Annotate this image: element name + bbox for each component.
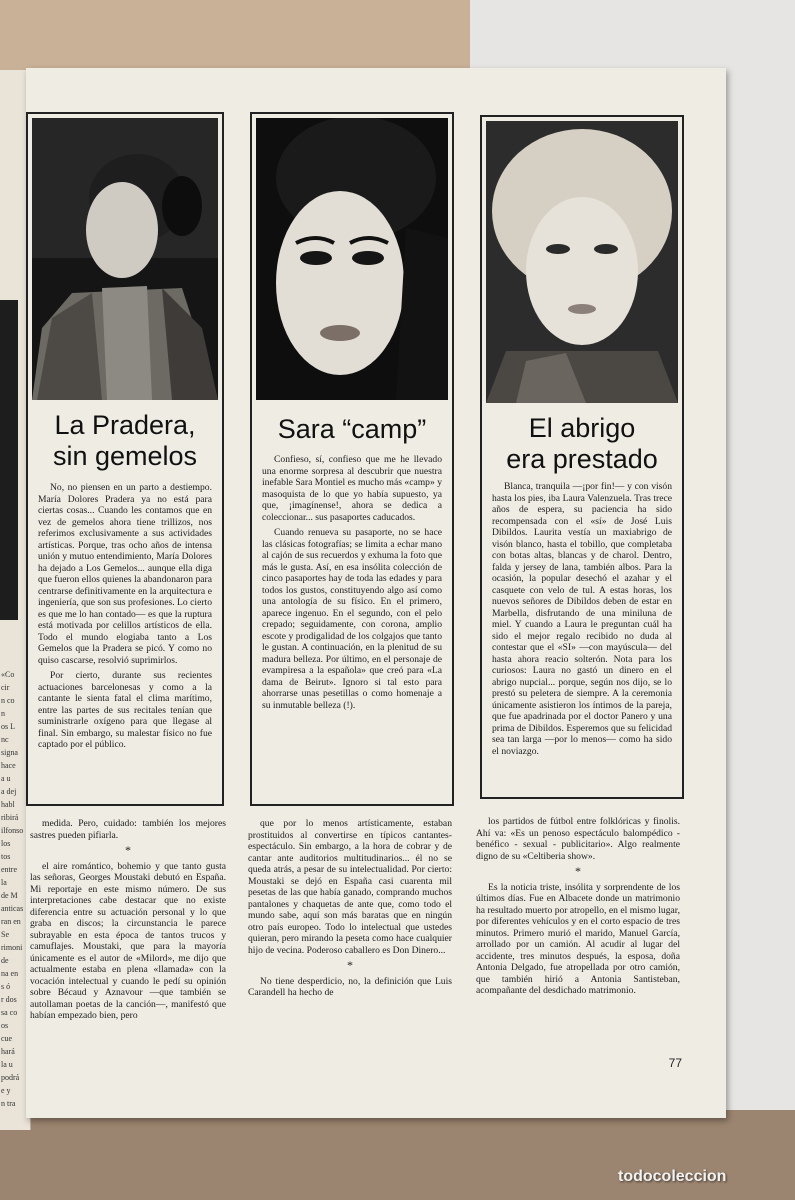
previous-page-text-fragment: anticas (1, 904, 24, 913)
previous-page-text-fragment: os (1, 1021, 9, 1030)
previous-page-text-fragment: hará (1, 1047, 15, 1056)
previous-page-text-fragment: tos (1, 852, 11, 861)
previous-page-text-fragment: podrá (1, 1073, 20, 1082)
previous-page-text-fragment: signa (1, 748, 18, 757)
previous-page-text-fragment: los (1, 839, 11, 848)
article-body-el-abrigo (492, 481, 672, 791)
lower-column-2 (248, 818, 452, 1063)
paragraph: Blanca, tranquila —¡por fin!— y con visón hasta los pies, iba Laura Valenzuela. Tras trece años de espera, su paciencia ha sido recompensada con el «sí» de José Luis Dibildos. Laurita vestía un maxiabrigo de visón blanco, hasta el tobillo, que completaba con botas altas, blancas y de charol. Dentro, falda y jersey de lana, también albos. Para la ocasión, la popular desechó el azahar y el casquete con velo de tul. A estas horas, los nuevos señores de Dibildos deben de estar en Marbella, disfrutando de una miniluna de miel. Y cuando a Laura le preguntan cuál ha sido el mejor regalo recibido no duda al contestar que el «SI» —con mayúscula— del hasta ahora reacio solterón. Nota para los curiosos: Laura no gastó un dinero en el abrigo nupcial... porque, según nos dijo, se lo prestó su peletera de siempre. A la ceremonia únicamente asistieron los íntimos de la pareja, que fue apadrinada por el doctor Panero y una prima de Dibildos. Esperemos que su felicidad sea tan larga —por lo menos— como ha sido el noviazgo. (492, 481, 672, 757)
previous-page-text-fragment: a dej (1, 787, 17, 796)
paragraph: los partidos de fútbol entre folklóricas y finolis. Ahí va: «Es un penoso espectáculo balompédico - benéfico - sexual - publicitario». Algo realmente digno de su «Celtiberia show». (476, 816, 680, 862)
previous-page-text-fragment: entre (1, 865, 17, 874)
previous-page-text-fragment: ran en (1, 917, 21, 926)
lower-column-3 (476, 816, 680, 1046)
previous-page-text-fragment: e y (1, 1086, 11, 1095)
column-el-abrigo (480, 115, 684, 799)
paragraph: No tiene desperdicio, no, la definición que Luis Carandell ha hecho de (248, 975, 452, 998)
paragraph: Es la noticia triste, insólita y sorprendente de los últimos días. Fue en Albacete donde un matrimonio ha resultado muerto por atropello, en el mismo lugar, por diferentes vehículos y en el corto espacio de tres minutos. Primero murió el marido, Manuel García, arrollado por un camión. Al acudir al lugar del accidente, tres minutos después, la esposa, doña Antonia Delgado, fue atropellada por otro camión, que también hirió a Antonia Santisteban, acompañante del desdichado matrimonio. (476, 881, 680, 996)
previous-page-text-fragment: r dos (1, 995, 17, 1004)
previous-page-text-fragment: os L (1, 722, 15, 731)
previous-page-text-fragment: de M (1, 891, 18, 900)
previous-page-photo-strip (0, 300, 18, 620)
photo-maria-dolores-pradera (32, 118, 218, 400)
paragraph: Confieso, sí, confieso que me he llevado una enorme sorpresa al descubrir que nuestra inefable Sara Montiel es mucho más «camp» y masoquista de lo que yo había supuesto, ya que, ¡imagínense!, ahora se dedica a coleccionar... sus pasaportes caducados. (262, 454, 442, 523)
magazine-page (26, 68, 726, 1118)
paragraph: No, no piensen en un parto a destiempo. María Dolores Pradera ya no está para ciertas cosas... Cuando les contamos que en vez de gemelos ahora tiene trillizos, nos referimos exclusivamente a sus actividades artísticas. Porque, tras ocho años de intensa unión y mutuo entendimiento, María Dolores ha dejado a Los Gemelos... aunque ella diga que fueron ellos quienes la abandonaron para centrarse definitivamente en la arquitectura e ingeniería, que son sus profesiones. Lo cierto es que me lo han contado— es que la ruptura está motivada por celillos artísticos de ella. Todo el mundo elogiaba tanto a Los Gemelos que la Pradera se picó. Y como no quiso cascarse, resolvió suprimirlos. (38, 482, 212, 666)
previous-page-text-fragment: habl (1, 800, 15, 809)
headline-line-2: sin gemelos (52, 441, 198, 471)
previous-page-text-fragment: cue (1, 1034, 13, 1043)
paragraph: Por cierto, durante sus recientes actuaciones barcelonesas y como a la cantante le sienta fatal el clima marítimo, entre las partes de sus recitales tenían que suministrarle oxígeno para que llegase al final. Sin embargo, su malestar físico no fue captado por el público. (38, 670, 212, 750)
paragraph: Cuando renueva su pasaporte, no se hace las clásicas fotografías; se limita a echar mano al cajón de sus recuerdos y exhuma la foto que más le gusta. Así, en esa insólita colección de cinco pasaportes hay de toda las edades y para todos los gustos, constituyendo algo así como una antología de su físico. En el primero, aparece ingenuo. En el segundo, con el pelo crepado; seguidamente, con corona, amplio escote y prodigalidad de los colgajos que tanto le gustan. A continuación, en la plenitud de su madura belleza. Por último, en el personaje de evampiresa a la española» que creó para «La dama de Beirut». Ignoro si tal esto para ahorrarse unas pesetillas o como homenaje a su inmutable belleza (!). (262, 527, 442, 711)
column-sara-camp (250, 112, 454, 806)
previous-page-text-fragment: ilfonso (1, 826, 24, 835)
article-body-sara-camp (262, 454, 442, 796)
paragraph: medida. Pero, cuidado: también los mejores sastres pueden pifiarla. (30, 818, 226, 841)
previous-page-text-fragment: sa co (1, 1008, 18, 1017)
paragraph: que por lo menos artísticamente, estaban prostituidos al convertirse en típicos cantantes-espectáculo. Sin embargo, a la hora de cobrar y de cantar ante auditorios multitudinarios... él no se queda atrás, a pesar de su intelectualidad. Por cierto: Moustaki se dejó en España casi cuarenta mil pesetas de las que había ganado, comprando muchos pantalones y chaquetas de ante que, como todo el mundo sabe, aquí son más baratas que en ningún otro país europeo. Todo lo intelectual que ustedes quieran, pero mirando la peseta como hace cualquier hijo de vecina. Poderoso caballero es Don Dinero... (248, 818, 452, 956)
previous-page-text-fragment: rimoni (1, 943, 23, 952)
previous-page-text-fragment: de (1, 956, 9, 965)
separator-star: * (347, 958, 353, 972)
previous-page-text-fragment: n tra (1, 1099, 16, 1108)
lower-column-1 (30, 818, 226, 1048)
previous-page-text-fragment: na en (1, 969, 19, 978)
background-bottom (0, 1110, 795, 1200)
headline-la-pradera (28, 410, 222, 472)
separator-star: * (125, 843, 131, 857)
previous-page-text-fragment: Se (1, 930, 9, 939)
previous-page-text-fragment: s ó (1, 982, 11, 991)
previous-page-text-fragment: ribirá (1, 813, 19, 822)
previous-page-text-fragment: la (1, 878, 7, 887)
previous-page-text-fragment: «Co (1, 670, 15, 679)
headline-line-2: era prestado (506, 444, 658, 474)
article-body-la-pradera (38, 482, 212, 796)
photo-sara-montiel (256, 118, 448, 400)
previous-page-text-fragment: a u (1, 774, 11, 783)
watermark-logo: todocoleccion (618, 1168, 727, 1185)
headline-sara-camp (252, 414, 452, 445)
previous-page-text-fragment: n (1, 709, 5, 718)
previous-page-text-fragment: hace (1, 761, 16, 770)
previous-page-text-fragment: la u (1, 1060, 13, 1069)
previous-page-text-fragment: cir (1, 683, 10, 692)
headline-el-abrigo (482, 413, 682, 475)
page-number: 77 (668, 1056, 682, 1070)
paragraph: el aire romántico, bohemio y que tanto gusta las señoras, Georges Moustaki debutó en España. Mi reportaje en este mismo número. De sus interpretaciones cabe destacar que no existe diferencia entre su actuación personal y lo que graba en discos; la circunstancia le parece subrayable en esta época de tantos trucos y camuflajes. Moustaki, que para la mayoría únicamente es el autor de «Milord», me dijo que actualmente estaba en plena «llamada» con la vocación intelectual y cuando le pedí su opinión sobre Bécaud y Aznavour —que también se autollaman poetas de la canción—, manifestó que habían empezado bien, pero (30, 860, 226, 1021)
separator-star: * (575, 864, 581, 878)
headline-line-1: La Pradera, (54, 410, 196, 440)
headline-line-1: Sara “camp” (277, 414, 427, 444)
column-la-pradera (26, 112, 224, 806)
headline-line-1: El abrigo (528, 413, 636, 443)
previous-page-text-fragment: n co (1, 696, 15, 705)
photo-laura-valenzuela (486, 121, 678, 403)
previous-page-text-fragment: nc (1, 735, 9, 744)
background-board (0, 0, 470, 70)
